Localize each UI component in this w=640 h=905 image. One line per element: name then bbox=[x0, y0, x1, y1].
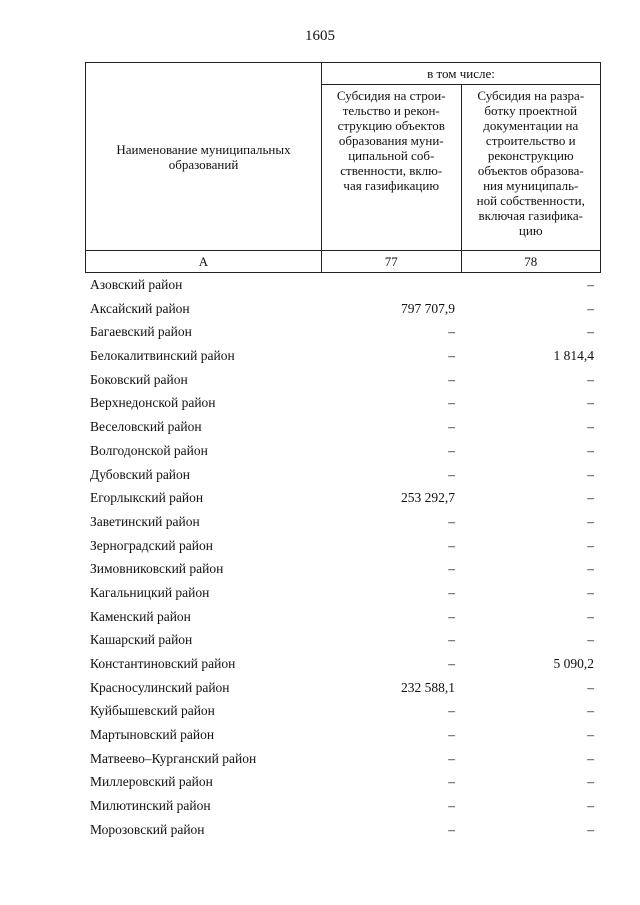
header-line: ной собственности, bbox=[476, 193, 585, 208]
header-line: тельство и рекон- bbox=[342, 103, 440, 118]
value-col-78: – bbox=[587, 442, 594, 458]
table-row bbox=[85, 819, 601, 843]
header-line: образования муни- bbox=[338, 133, 444, 148]
value-col-77: – bbox=[448, 442, 455, 458]
value-col-78: – bbox=[587, 561, 594, 577]
municipality-name: Егорлыкский район bbox=[90, 490, 204, 506]
value-col-77: – bbox=[448, 419, 455, 435]
value-col-78: – bbox=[587, 750, 594, 766]
value-col-78: – bbox=[587, 608, 594, 624]
header-line: ния муниципаль- bbox=[483, 178, 579, 193]
municipality-name: Багаевский район bbox=[90, 324, 192, 340]
value-col-77: 232 588,1 bbox=[401, 679, 455, 695]
table-row bbox=[85, 748, 601, 772]
table-row bbox=[85, 274, 601, 298]
table-row bbox=[85, 487, 601, 511]
municipality-name: Азовский район bbox=[90, 277, 183, 292]
value-col-78: – bbox=[587, 277, 594, 292]
column-group-header: в том числе: bbox=[322, 63, 601, 85]
value-col-77: – bbox=[448, 466, 455, 482]
municipality-name: Каменский район bbox=[90, 608, 191, 624]
value-col-78: 5 090,2 bbox=[553, 656, 594, 671]
value-col-78: – bbox=[587, 537, 594, 553]
value-col-77: – bbox=[448, 395, 455, 411]
table-row bbox=[85, 298, 601, 322]
table-row bbox=[85, 440, 601, 464]
column-header-name: Наименование муниципальных образований bbox=[86, 63, 322, 251]
municipality-name: Мартыновский район bbox=[90, 727, 215, 743]
value-col-77: – bbox=[448, 513, 455, 529]
table-row bbox=[85, 369, 601, 393]
header-line: Субсидия на строи- bbox=[336, 88, 446, 103]
header-line: ственности, вклю- bbox=[340, 163, 443, 178]
municipality-name: Заветинский район bbox=[90, 513, 200, 529]
value-col-77: – bbox=[448, 608, 455, 624]
value-col-78: – bbox=[587, 490, 594, 506]
value-col-78: – bbox=[587, 679, 594, 695]
value-col-77: – bbox=[448, 537, 455, 553]
value-col-77: – bbox=[448, 561, 455, 577]
table-row bbox=[85, 629, 601, 653]
table-row bbox=[85, 558, 601, 582]
value-col-77: – bbox=[448, 798, 455, 814]
table-row bbox=[85, 535, 601, 559]
value-col-77: – bbox=[448, 324, 455, 340]
municipality-name: Верхнедонской район bbox=[90, 395, 216, 411]
table-row bbox=[85, 653, 601, 677]
header-line: чая газификацию bbox=[343, 178, 440, 193]
value-col-78: – bbox=[587, 466, 594, 482]
value-col-78: – bbox=[587, 798, 594, 814]
value-col-78: – bbox=[587, 703, 594, 719]
table-row bbox=[85, 582, 601, 606]
table-row bbox=[85, 416, 601, 440]
municipality-name: Куйбышевский район bbox=[90, 703, 215, 719]
value-col-78: 1 814,4 bbox=[553, 348, 594, 364]
municipality-name: Константиновский район bbox=[90, 656, 236, 671]
municipality-name: Кашарский район bbox=[90, 632, 193, 648]
header-line: струкцию объектов bbox=[337, 118, 445, 133]
page-number: 1605 bbox=[305, 28, 335, 44]
table-row bbox=[85, 771, 601, 795]
value-col-77: – bbox=[448, 656, 455, 671]
municipality-name: Зерноградский район bbox=[90, 537, 213, 553]
value-col-78: – bbox=[587, 584, 594, 600]
value-col-77: – bbox=[448, 703, 455, 719]
value-col-78: – bbox=[587, 513, 594, 529]
value-col-77: – bbox=[448, 632, 455, 648]
value-col-78: – bbox=[587, 774, 594, 790]
column-header-77 bbox=[322, 85, 462, 251]
table-header bbox=[85, 62, 601, 273]
table-row bbox=[85, 511, 601, 535]
municipality-name: Дубовский район bbox=[90, 466, 191, 482]
value-col-78: – bbox=[587, 419, 594, 435]
header-line: ботку проектной bbox=[484, 103, 578, 118]
table-row bbox=[85, 345, 601, 369]
municipality-name: Волгодонской район bbox=[90, 442, 208, 458]
header-line: ципальной соб- bbox=[348, 148, 435, 163]
municipality-name: Белокалитвинский район bbox=[90, 348, 235, 364]
value-col-78: – bbox=[587, 395, 594, 411]
header-line: строительство и bbox=[485, 133, 576, 148]
value-col-77: – bbox=[448, 774, 455, 790]
table-row bbox=[85, 392, 601, 416]
column-index-77: 77 bbox=[322, 251, 462, 273]
value-col-78: – bbox=[587, 727, 594, 743]
column-index-name: А bbox=[86, 251, 322, 273]
header-line: цию bbox=[518, 223, 543, 238]
value-col-77: – bbox=[448, 750, 455, 766]
table-body bbox=[85, 274, 601, 843]
header-line: реконструкцию bbox=[487, 148, 574, 163]
table-row bbox=[85, 464, 601, 488]
value-col-78: – bbox=[587, 821, 594, 837]
value-col-77: 253 292,7 bbox=[401, 490, 455, 506]
value-col-78: – bbox=[587, 371, 594, 387]
header-line: включая газифика- bbox=[478, 208, 583, 223]
value-col-78: – bbox=[587, 300, 594, 316]
value-col-77: – bbox=[448, 821, 455, 837]
municipality-name: Милютинский район bbox=[90, 798, 211, 814]
value-col-78: – bbox=[587, 632, 594, 648]
municipality-name: Матвеево–Курганский район bbox=[90, 750, 257, 766]
municipality-name: Аксайский район bbox=[90, 300, 190, 316]
municipality-name: Морозовский район bbox=[90, 821, 205, 837]
value-col-77: – bbox=[448, 371, 455, 387]
municipality-name: Веселовский район bbox=[90, 419, 202, 435]
header-line: объектов образова- bbox=[477, 163, 584, 178]
table-row bbox=[85, 606, 601, 630]
header-line: документации на bbox=[483, 118, 579, 133]
table-row bbox=[85, 795, 601, 819]
table-row bbox=[85, 700, 601, 724]
value-col-77: – bbox=[448, 348, 455, 364]
table-row bbox=[85, 321, 601, 345]
table-row bbox=[85, 724, 601, 748]
value-col-78: – bbox=[587, 324, 594, 340]
municipality-name: Красносулинский район bbox=[90, 679, 230, 695]
value-col-77: 797 707,9 bbox=[401, 300, 455, 316]
header-line: Субсидия на разра- bbox=[477, 88, 585, 103]
column-header-78 bbox=[461, 85, 601, 251]
municipality-name: Кагальницкий район bbox=[90, 584, 210, 600]
value-col-77: – bbox=[448, 584, 455, 600]
municipality-name: Зимовниковский район bbox=[90, 561, 224, 577]
value-col-77: – bbox=[448, 727, 455, 743]
column-index-78: 78 bbox=[461, 251, 601, 273]
municipality-name: Миллеровский район bbox=[90, 774, 213, 790]
municipality-name: Боковский район bbox=[90, 371, 188, 387]
table-row bbox=[85, 677, 601, 701]
